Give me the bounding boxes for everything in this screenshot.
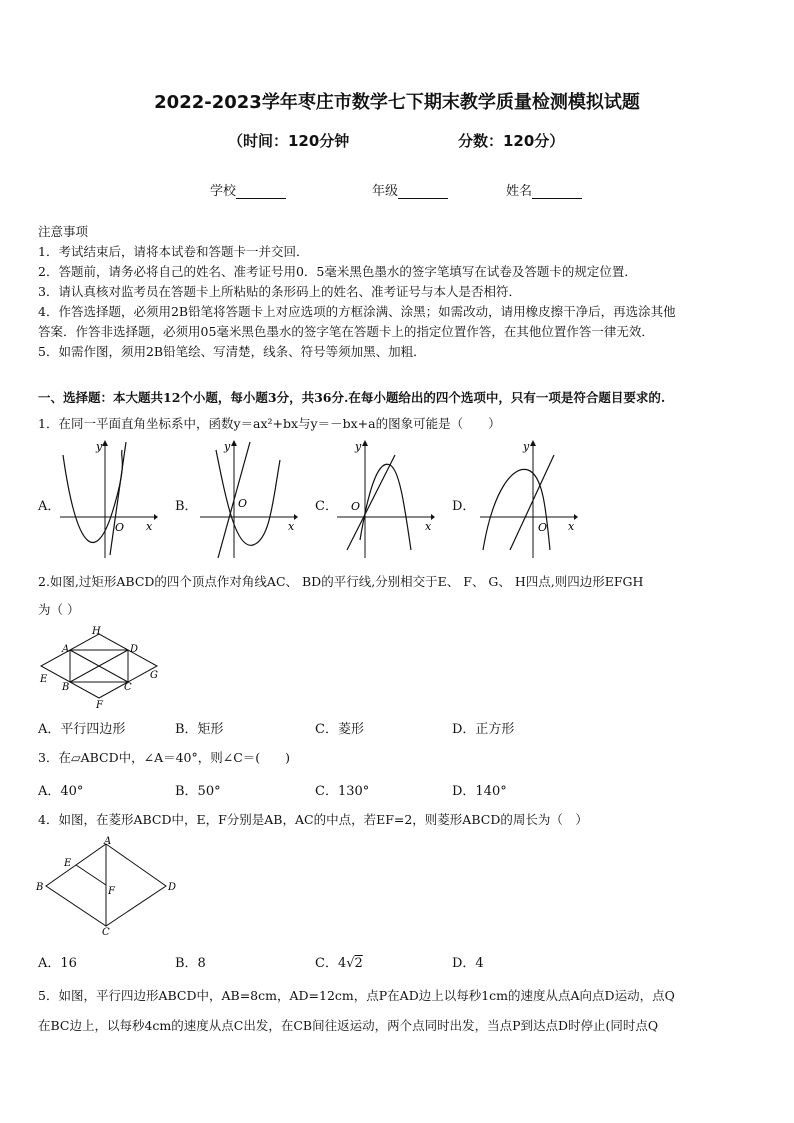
q4-option-b[interactable]: B．8 (175, 956, 206, 971)
exam-title: 2022-2023学年枣庄市数学七下期末教学质量检测模拟试题 (154, 92, 640, 113)
section-heading: 一、选择题：本大题共12个小题，每小题3分，共36分.在每小题给出的四个选项中，只有一项是符合题目要求的. (38, 390, 666, 405)
q2-label-f: F (96, 700, 103, 708)
notice-item: 5．如需作图，须用2B铅笔绘、写清楚，线条、符号等须加黑、加粗． (38, 344, 426, 359)
q4-option-d[interactable]: D．4 (452, 956, 484, 971)
q4-label-c: C (102, 927, 110, 936)
q3-option-a[interactable]: A．40° (38, 784, 84, 799)
q1-label-b: B． (175, 499, 198, 514)
q4-figure (34, 836, 184, 936)
q4-label-b: B (36, 882, 44, 893)
q4-option-a[interactable]: A．16 (38, 956, 77, 971)
q1-graph-a[interactable] (58, 440, 158, 560)
svg-text:y: y (224, 440, 231, 453)
q4-option-c[interactable] (315, 952, 363, 971)
svg-text:x: x (568, 520, 575, 533)
q5-line1: 5．如图，平行四边形ABCD中，AB=8cm，AD=12cm，点P在AD边上以每秒1cm的速度从点A向点D运动，点Q (38, 988, 675, 1003)
q2-label-c: C (124, 682, 132, 693)
q2-option-c[interactable]: C．菱形 (315, 722, 364, 737)
q2-label-b: B (62, 682, 70, 693)
q2-stem-line2: 为（ ） (38, 602, 80, 617)
q3-stem: 3．在▱ABCD中，∠A＝40°，则∠C＝( ) (38, 750, 291, 765)
svg-text:O: O (351, 500, 361, 513)
school-label: 学校 (210, 184, 237, 199)
q2-label-h: H (92, 626, 101, 637)
svg-text:y: y (355, 440, 362, 453)
sqrt2: √2 (346, 956, 363, 971)
q2-label-d: D (130, 644, 139, 655)
q2-option-b[interactable]: B．矩形 (175, 722, 224, 737)
q4-stem: 4．如图，在菱形ABCD中，E，F分别是AB，AC的中点，若EF=2，则菱形ABCD的周长为（ ） (38, 812, 588, 827)
q5-line2: 在BC边上，以每秒4cm的速度从点C出发，在CB间往返运动，两个点同时出发，当点P到达点D时停止(同时点Q (38, 1018, 659, 1033)
q3-option-d[interactable]: D．140° (452, 784, 507, 799)
svg-text:x: x (146, 520, 153, 533)
notice-item: 4．作答选择题，必须用2B铅笔将答题卡上对应选项的方框涂满、涂黑；如需改动，请用橡皮擦干净后，再选涂其他 (38, 304, 676, 319)
q2-label-e: E (40, 674, 48, 685)
q4-label-a: A (104, 836, 112, 847)
svg-text:x: x (425, 520, 432, 533)
q4-label-f: F (108, 886, 115, 897)
notice-block (38, 222, 758, 362)
q2-stem-line1: 2.如图,过矩形ABCD的四个顶点作对角线AC、 BD的平行线,分别相交于E、 F、 G、 H四点,则四边形EFGH (38, 574, 644, 589)
notice-item: 3．请认真核对监考员在答题卡上所粘贴的条形码上的姓名、准考证号与本人是否相符． (38, 284, 521, 299)
exam-score: 分数：120分） (458, 132, 565, 150)
name-label: 姓名 (506, 184, 533, 199)
q1-graph-b[interactable] (198, 440, 298, 560)
grade-field[interactable] (372, 180, 448, 199)
svg-text:O: O (538, 521, 548, 534)
grade-label: 年级 (372, 184, 399, 199)
q4-option-c-label: C．4 (315, 956, 347, 971)
q1-label-a: A． (38, 499, 61, 514)
notice-heading: 注意事项 (38, 224, 89, 239)
notice-item: 2．答题前，请务必将自己的姓名、准考证号用0．5毫米黑色墨水的签字笔填写在试卷及答题卡的规定位置． (38, 264, 637, 279)
q2-option-d[interactable]: D．正方形 (452, 722, 515, 737)
svg-text:y: y (96, 440, 103, 453)
school-field[interactable] (210, 180, 286, 199)
name-field[interactable] (506, 180, 582, 199)
q3-option-c[interactable]: C．130° (315, 784, 370, 799)
q1-stem: 1．在同一平面直角坐标系中，函数y＝ax²+bx与y＝－bx+a的图象可能是（ ） (38, 416, 501, 431)
q4-label-e: E (64, 858, 72, 869)
q3-option-b[interactable]: B．50° (175, 784, 221, 799)
notice-item: 答案．作答非选择题，必须用05毫米黑色墨水的签字笔在答题卡上的指定位置作答，在其他位置作答一律无效． (38, 324, 654, 339)
q4-label-d: D (168, 882, 177, 893)
q1-label-c: C． (315, 499, 338, 514)
svg-text:x: x (288, 520, 295, 533)
q2-option-a[interactable]: A．平行四边形 (38, 722, 126, 737)
q2-label-a: A (62, 644, 70, 655)
svg-text:O: O (238, 497, 248, 510)
svg-text:O: O (115, 521, 125, 534)
notice-item: 1．考试结束后，请将本试卷和答题卡一并交回． (38, 244, 309, 259)
exam-time: （时间：120分钟 (228, 132, 350, 150)
q1-graph-c[interactable] (335, 440, 435, 560)
q2-figure (36, 624, 166, 708)
q1-label-d: D． (452, 499, 476, 514)
q1-graph-d[interactable] (478, 440, 578, 560)
svg-text:y: y (523, 440, 530, 453)
q2-label-g: G (150, 670, 158, 681)
